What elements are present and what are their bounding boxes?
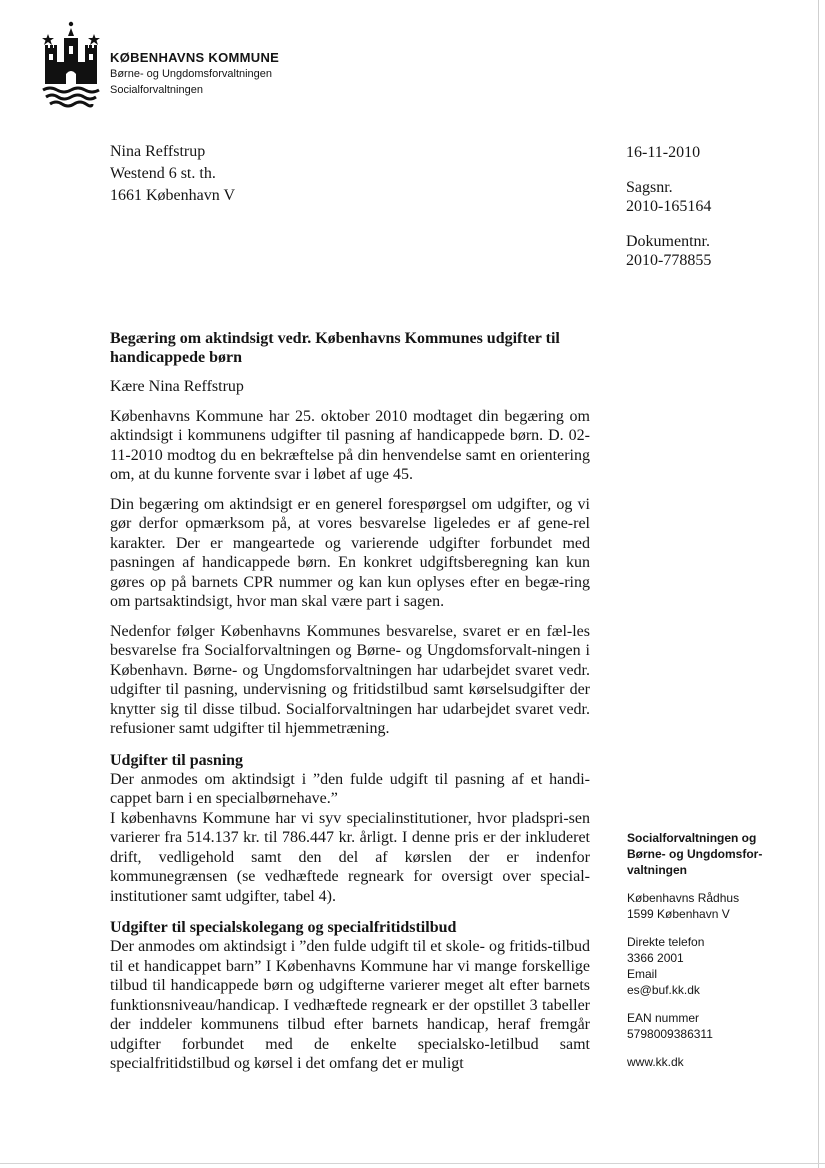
letterhead-dept-social: Socialforvaltningen (110, 84, 203, 96)
contact-sidebar (627, 830, 797, 1070)
sidebar-website: www.kk.dk (627, 1055, 684, 1069)
document-number: 2010-778855 (626, 252, 712, 269)
scan-edge-right (818, 0, 819, 1168)
recipient-name: Nina Reffstrup (110, 143, 206, 160)
sidebar-phone-label: Direkte telefon (627, 935, 705, 949)
paragraph-specialskole: Der anmodes om aktindsigt i ”den fulde udgift til et skole- og fritids-tilbud til et handicappet barn” I Københavns Kommune har vi mange forskellige tilbud til handicappede børn og udgifterne varierer meget alt efter barnets funktionsniveau/handicap. I vedhæftede regneark er der opstillet 3 tabeller der inddeler kommunens tilbud efter barnets handicap, heraf fremgår udgifter forbundet med de enkelte specialsko-letilbud samt specialfritidstilbud og kørsel i det omfang det er muligt (110, 938, 590, 1072)
copenhagen-coat-of-arms-logo (40, 20, 102, 112)
sidebar-ean-label: EAN nummer (627, 1011, 700, 1025)
recipient-city: 1661 København V (110, 187, 236, 204)
sidebar-org-line1: Socialforvaltningen og (627, 831, 757, 845)
paragraph-pasning-request: Der anmodes om aktindsigt i ”den fulde udgift til pasning af et handi-cappet barn i en specialbørnehave.” (110, 770, 590, 807)
letter-meta (626, 143, 711, 270)
case-number: 2010-165164 (626, 198, 712, 215)
paragraph-pasning-answer: I københavns Kommune har vi syv specialinstitutioner, hvor pladspri-sen varierer fra 514.137 kr. til 786.447 kr. årligt. I denne pris er der inkluderet drift, vedligehold samt den del af kørslen der er indenfor kommunegrænsen (se vedhæftede regneark for oversigt over special-institutioner samt udgifter, tabel 4). (110, 809, 590, 905)
sidebar-address-line1: Københavns Rådhus (627, 891, 740, 905)
recipient-street: Westend 6 st. th. (110, 165, 216, 182)
letterhead (110, 50, 279, 98)
sidebar-email-label: Email (627, 967, 658, 981)
document-number-label: Dokumentnr. (626, 233, 710, 250)
heading-specialskole: Udgifter til specialskolegang og specialfritidstilbud (110, 919, 457, 936)
sidebar-org-line3: valtningen (627, 863, 688, 877)
scan-edge-bottom (0, 1163, 825, 1164)
paragraph-general-request: Din begæring om aktindsigt er en generel forespørgsel om udgifter, og vi gør derfor opmærksom på, at vores besvarelse ligeledes er af gene-rel karakter. Der er mangeartede og varierende udgifter forbundet med pasningen af handicappede børn. En konkret udgiftsberegning kan kun gøres op på barnets CPR nummer og kan kun oplyses efter en begæ-ring om partsaktindsigt, hvor man skal være part i sagen. (110, 495, 590, 610)
sidebar-address-line2: 1599 København V (627, 907, 730, 921)
letterhead-org-name: KØBENHAVNS KOMMUNE (110, 50, 280, 65)
paragraph-joint-answer: Nedenfor følger Københavns Kommunes besvarelse, svaret er en fæl-les besvarelse fra Socialforvaltningen og Børne- og Ungdomsforvalt-ningen i København. Børne- og Ungdomsforvaltningen har udarbejdet svaret vedr. udgifter til pasning, undervisning og fritidstilbud samt kørselsudgifter der knytter sig til disse tilbud. Socialforvaltningen har udarbejdet svaret vedr. refusioner samt udgifter til hjemmetræning. (110, 622, 590, 737)
heading-pasning: Udgifter til pasning (110, 751, 244, 769)
recipient-address (110, 141, 235, 207)
sidebar-email: es@buf.kk.dk (627, 983, 700, 997)
letter-body (110, 329, 590, 1074)
case-number-label: Sagsnr. (626, 179, 673, 196)
letterhead-dept-children: Børne- og Ungdomsforvaltningen (110, 68, 273, 80)
sidebar-phone: 3366 2001 (627, 951, 684, 965)
letter-greeting: Kære Nina Reffstrup (110, 378, 244, 395)
sidebar-org-line2: Børne- og Ungdomsfor- (627, 847, 763, 861)
sidebar-ean: 5798009386311 (627, 1027, 713, 1041)
letter-date: 16-11-2010 (626, 144, 701, 161)
letter-title: Begæring om aktindsigt vedr. Københavns Kommunes udgifter til handicappede børn (110, 330, 560, 366)
paragraph-received: Københavns Kommune har 25. oktober 2010 modtaget din begæring om aktindsigt i kommunens udgifter til pasning af handicappede børn. D. 02-11-2010 modtog du en bekræftelse på din henvendelse samt en orientering om, at du kunne forvente svar i løbet af uge 45. (110, 407, 590, 483)
